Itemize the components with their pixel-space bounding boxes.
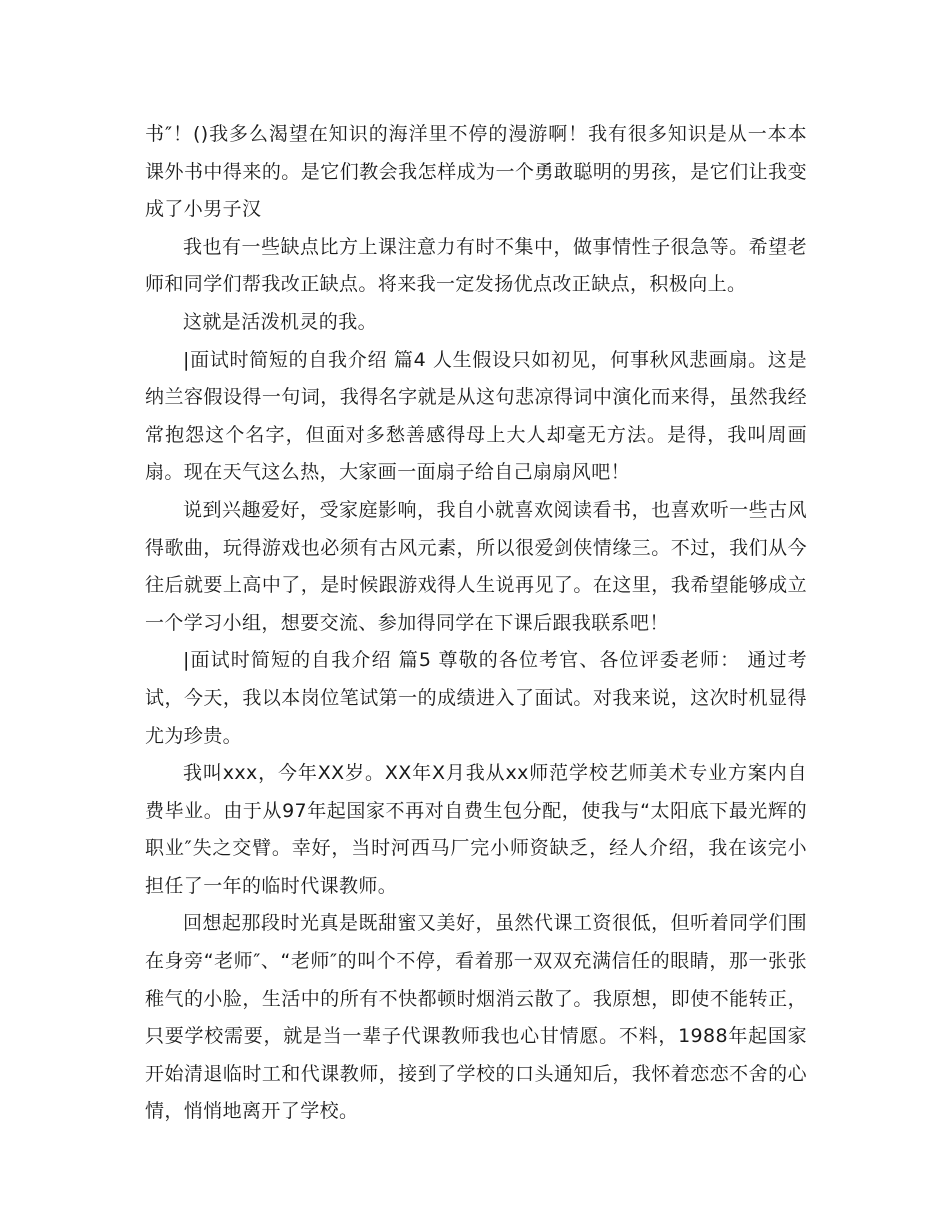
document-body <box>145 116 807 1131</box>
paragraph-memories: 回想起那段时光真是既甜蜜又美好，虽然代课工资很低，但听着同学们围在身旁“老师″、“老师″的叫个不停，看着那一双双充满信任的眼睛，那一张张稚气的小脸，生活中的所有不快都顿时烟消云散了。我原想，即使不能转正，只要学校需要，就是当一辈子代课教师我也心甘情愿。不料，1988年起国家开始清退临时工和代课教师，接到了学校的口头通知后，我怀着恋恋不舍的心情，悄悄地离开了学校。 <box>145 912 807 1123</box>
paragraph-section-4-intro: |面试时简短的自我介绍 篇4 人生假设只如初见，何事秋风悲画扇。这是纳兰容假设得一句词，我得名字就是从这句悲凉得词中演化而来得，虽然我经常抱怨这个名字，但面对多愁善感得母上大人却毫无方法。是得，我叫周画扇。现在天气这么热，大家画一面扇子给自己扇扇风吧！ <box>145 348 807 484</box>
paragraph-hobbies: 说到兴趣爱好，受家庭影响，我自小就喜欢阅读看书，也喜欢听一些古风得歌曲，玩得游戏也必须有古风元素，所以很爱剑侠情缘三。不过，我们从今往后就要上高中了，是时候跟游戏得人生说再见了。在这里，我希望能够成立一个学习小组，想要交流、参加得同学在下课后跟我联系吧！ <box>145 498 807 634</box>
paragraph-closing: 这就是活泼机灵的我。 <box>183 310 378 333</box>
paragraph-shortcomings: 我也有一些缺点比方上课注意力有时不集中，做事情性子很急等。希望老师和同学们帮我改正缺点。将来我一定发扬优点改正缺点，积极向上。 <box>145 235 807 296</box>
paragraph-background: 我叫xxx，今年XX岁。XX年X月我从xx师范学校艺师美术专业方案内自费毕业。由于从97年起国家不再对自费生包分配，使我与“太阳底下最光辉的职业″失之交臂。幸好，当时河西马厂完小师资缺乏，经人介绍，我在该完小担任了一年的临时代课教师。 <box>145 762 807 897</box>
paragraph-section-5-intro: |面试时简短的自我介绍 篇5 尊敬的各位考官、各位评委老师： 通过考试，今天，我以本岗位笔试第一的成绩进入了面试。对我来说，这次时机显得尤为珍贵。 <box>145 649 807 747</box>
paragraph-continued: 书″！()我多么渴望在知识的海洋里不停的漫游啊！我有很多知识是从一本本课外书中得来的。是它们教会我怎样成为一个勇敢聪明的男孩，是它们让我变成了小男子汉 <box>145 123 807 221</box>
